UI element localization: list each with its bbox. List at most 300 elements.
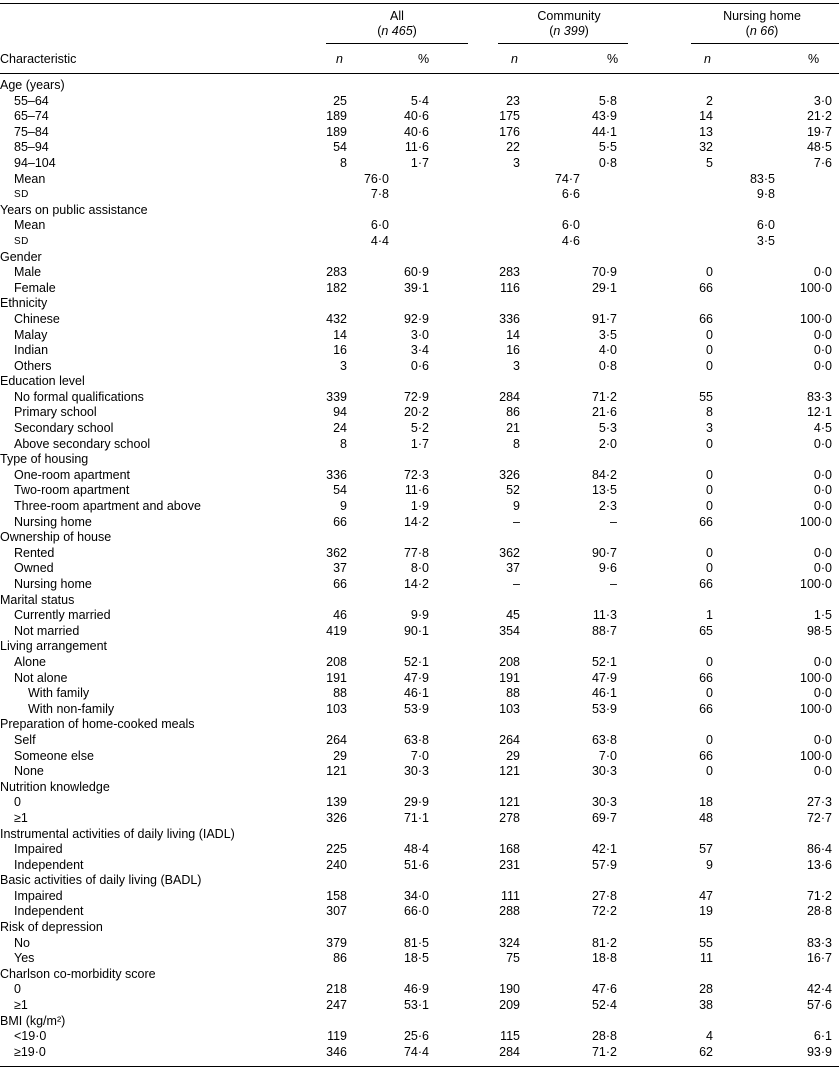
nursing-home-pct-cell: 48·5 [806, 140, 832, 155]
community-pct-cell: 5·8 [598, 93, 617, 108]
community-pct-cell: 81·2 [591, 935, 617, 950]
table-row [0, 483, 839, 499]
row-label: Malay [14, 327, 48, 342]
nursing-home-pct-cell: 0·0 [813, 343, 832, 358]
all-pct-cell: 46·1 [403, 686, 429, 701]
all-pct-cell: 71·1 [403, 810, 429, 825]
community-pct-cell: 47·6 [591, 982, 617, 997]
table-section-header [0, 967, 839, 983]
all-n-cell: 8 [340, 155, 347, 170]
table-row [0, 671, 839, 687]
community-pct-cell: 2·3 [598, 499, 617, 514]
nursing-home-n-cell: 47 [699, 888, 713, 903]
community-stat-cell: 74·7 [554, 171, 580, 186]
table-row [0, 811, 839, 827]
nursing-home-pct-cell: 0·0 [813, 436, 832, 451]
table-row [0, 218, 839, 234]
all-pct-cell: 20·2 [403, 405, 429, 420]
community-n-cell: – [513, 577, 520, 591]
community-n-cell: 326 [499, 467, 520, 482]
row-label: No [14, 935, 30, 950]
row-label: Nursing home [14, 577, 92, 591]
nursing-home-pct-cell: 6·1 [813, 1029, 832, 1044]
community-pct-cell: 27·8 [591, 888, 617, 903]
community-n-cell: 288 [499, 904, 520, 919]
all-pct-cell: 81·5 [403, 935, 429, 950]
all-n-cell: 8 [340, 436, 347, 451]
nursing-home-n-cell: 0 [706, 467, 713, 482]
community-n-cell: 22 [506, 140, 520, 155]
all-pct-cell: 0·6 [410, 358, 429, 373]
all-pct-cell: 29·9 [403, 795, 429, 810]
all-n-cell: 189 [326, 124, 347, 139]
row-label: 75–84 [14, 124, 49, 139]
table-body [0, 78, 839, 1060]
community-n-cell: 21 [506, 421, 520, 436]
table-row [0, 234, 839, 250]
nursing-home-pct-cell: 3·0 [813, 93, 832, 108]
nursing-home-n-cell: 11 [700, 951, 713, 966]
all-pct-cell: 46·9 [403, 982, 429, 997]
nursing-home-n-cell: 55 [699, 389, 713, 404]
nursing-home-n-cell: 0 [706, 545, 713, 560]
community-stat-cell: 6·0 [561, 218, 580, 233]
community-pct-cell: 63·8 [591, 732, 617, 747]
nursing-home-pct-cell: 100·0 [800, 280, 832, 295]
nursing-home-n-cell: 66 [699, 670, 713, 685]
all-n-cell: 24 [333, 421, 347, 436]
community-n-cell: 264 [499, 732, 520, 747]
community-pct-cell: 42·1 [591, 842, 617, 857]
table-row [0, 1045, 839, 1061]
community-pct-cell: 0·8 [598, 358, 617, 373]
community-pct-cell: 0·8 [598, 155, 617, 170]
table-row [0, 140, 839, 156]
nursing-home-n-cell: 18 [699, 795, 713, 810]
table-row [0, 764, 839, 780]
group-sample-size-value: n 399 [553, 24, 585, 38]
row-label: Years on public assistance [0, 202, 148, 217]
nursing-home-pct-cell: 16·7 [806, 951, 832, 966]
community-pct-cell: 5·5 [598, 140, 617, 155]
all-n-cell: 88 [333, 686, 347, 701]
nursing-home-n-cell: 28 [699, 982, 713, 997]
row-label: None [14, 764, 44, 779]
nursing-home-n-cell: 65 [699, 623, 713, 638]
nursing-home-pct-cell: 100·0 [800, 311, 832, 326]
all-n-cell: 218 [326, 982, 347, 997]
nursing-home-pct-cell: 0·0 [813, 483, 832, 498]
row-label: BMI (kg/m²) [0, 1013, 66, 1028]
community-pct-cell: 29·1 [591, 280, 617, 295]
row-label: ≥19·0 [14, 1044, 46, 1059]
row-label: Male [14, 265, 42, 280]
table-row [0, 359, 839, 375]
all-n-header: n [336, 52, 343, 66]
all-n-cell: 283 [326, 265, 347, 280]
community-n-cell: 209 [499, 998, 520, 1013]
nursing-home-pct-cell: 71·2 [806, 888, 832, 903]
community-n-cell: 8 [513, 436, 520, 451]
all-n-cell: 158 [326, 888, 347, 903]
table-row [0, 437, 839, 453]
nursing-home-n-cell: 66 [699, 311, 713, 326]
community-n-cell: 115 [500, 1029, 520, 1044]
row-label: Impaired [14, 842, 63, 857]
group-header-community [498, 9, 640, 39]
all-pct-header: % [418, 52, 430, 66]
all-stat-cell: 7·8 [370, 187, 389, 202]
row-label: Gender [0, 249, 42, 264]
table-row [0, 982, 839, 998]
nursing-home-n-cell: 5 [706, 155, 713, 170]
nursing-home-pct-cell: 0·0 [813, 561, 832, 576]
all-n-cell: 121 [326, 764, 347, 779]
row-label: Basic activities of daily living (BADL) [0, 873, 202, 888]
row-label: Someone else [14, 748, 94, 763]
row-label: Not married [14, 623, 80, 638]
community-n-cell: 190 [499, 982, 520, 997]
nursing-home-n-cell: 0 [706, 732, 713, 747]
table-row [0, 686, 839, 702]
all-pct-cell: 30·3 [403, 764, 429, 779]
nursing-home-n-cell: 0 [706, 561, 713, 576]
all-pct-cell: 1·7 [410, 436, 429, 451]
all-n-cell: 66 [333, 577, 347, 591]
nursing-home-pct-cell: 100·0 [800, 577, 832, 591]
nursing-home-n-cell: 4 [706, 1029, 713, 1044]
all-stat-cell: 76·0 [363, 171, 389, 186]
group-sample-size: (n 66) [745, 24, 779, 38]
all-n-cell: 339 [326, 389, 347, 404]
nursing-home-n-cell: 66 [699, 280, 713, 295]
table-section-header [0, 717, 839, 733]
all-pct-cell: 52·1 [403, 654, 429, 669]
table-row [0, 405, 839, 421]
table-row [0, 343, 839, 359]
all-pct-cell: 3·4 [410, 343, 429, 358]
all-pct-cell: 53·9 [403, 701, 429, 716]
nursing-home-stat-cell: 83·5 [749, 171, 775, 186]
community-n-cell: 88 [506, 686, 520, 701]
nursing-home-n-cell: 48 [699, 810, 713, 825]
nursing-home-pct-cell: 0·0 [813, 686, 832, 701]
all-stat-cell: 4·4 [370, 233, 389, 248]
row-label: Others [14, 358, 52, 373]
all-n-cell: 182 [326, 280, 347, 295]
nursing-home-pct-cell: 19·7 [806, 124, 832, 139]
all-n-cell: 208 [326, 654, 347, 669]
community-n-cell: 52 [506, 483, 520, 498]
all-n-cell: 94 [333, 405, 347, 420]
community-stat-cell: 6·6 [561, 187, 580, 202]
nursing-home-n-cell: 14 [699, 109, 713, 124]
row-label: Indian [14, 343, 49, 358]
row-label: Charlson co-morbidity score [0, 966, 156, 981]
table-row [0, 94, 839, 110]
all-pct-cell: 66·0 [403, 904, 429, 919]
all-n-cell: 66 [333, 514, 347, 529]
community-n-cell: 3 [513, 358, 520, 373]
community-n-cell: 86 [506, 405, 520, 420]
community-n-cell: 37 [506, 561, 520, 576]
nursing-home-stat-cell: 6·0 [756, 218, 775, 233]
community-pct-cell: 44·1 [591, 124, 617, 139]
table-section-header [0, 639, 839, 655]
group-title: All [390, 9, 404, 23]
nursing-home-stat-cell: 9·8 [756, 187, 775, 202]
table-row [0, 390, 839, 406]
row-label: Nutrition knowledge [0, 779, 110, 794]
nursing-home-n-cell: 3 [706, 421, 713, 436]
nursing-home-pct-cell: 57·6 [806, 998, 832, 1013]
row-label: Owned [14, 561, 54, 576]
all-pct-cell: 8·0 [410, 561, 429, 576]
all-pct-cell: 3·0 [410, 327, 429, 342]
group-title: Community [537, 9, 601, 23]
community-n-cell: 121 [499, 795, 520, 810]
row-label: SD [14, 235, 29, 247]
community-n-cell: 362 [499, 545, 520, 560]
community-pct-cell: 53·9 [591, 701, 617, 716]
table-row [0, 749, 839, 765]
community-pct-cell: 13·5 [591, 483, 617, 498]
all-n-cell: 379 [326, 935, 347, 950]
row-label: Living arrangement [0, 639, 108, 654]
header-bottom-rule [0, 73, 839, 74]
nursing-home-pct-cell: 100·0 [800, 748, 832, 763]
nursing-home-pct-cell: 1·5 [813, 608, 832, 623]
table-section-header [0, 374, 839, 390]
all-pct-cell: 9·9 [410, 608, 429, 623]
row-label: Three-room apartment and above [14, 499, 201, 514]
nursing-home-pct-cell: 100·0 [800, 701, 832, 716]
all-n-cell: 16 [333, 343, 347, 358]
nursing-home-n-cell: 2 [706, 93, 713, 108]
community-n-cell: – [513, 514, 520, 529]
table-row [0, 655, 839, 671]
community-n-cell: 3 [513, 155, 520, 170]
community-pct-cell: 71·2 [591, 1044, 617, 1059]
nursing-home-pct-cell: 86·4 [806, 842, 832, 857]
all-pct-cell: 90·1 [403, 623, 429, 638]
all-pct-cell: 39·1 [403, 280, 429, 295]
community-pct-header: % [607, 52, 619, 66]
all-n-cell: 86 [333, 951, 347, 966]
all-pct-cell: 1·7 [410, 155, 429, 170]
row-label: One-room apartment [14, 467, 131, 482]
table-section-header [0, 296, 839, 312]
all-pct-cell: 51·6 [403, 857, 429, 872]
row-label: Mean [14, 171, 46, 186]
group-sample-size: (n 399) [549, 24, 589, 38]
nursing-home-pct-cell: 72·7 [806, 810, 832, 825]
table-section-header [0, 920, 839, 936]
all-pct-cell: 77·8 [403, 545, 429, 560]
community-pct-cell: 21·6 [591, 405, 617, 420]
nursing-home-n-cell: 66 [699, 701, 713, 716]
community-pct-cell: 2·0 [598, 436, 617, 451]
community-n-cell: 9 [513, 499, 520, 514]
nursing-home-pct-cell: 100·0 [800, 514, 832, 529]
table-section-header [0, 873, 839, 889]
group-underline-nursing-home [691, 43, 839, 44]
community-pct-cell: 57·9 [591, 857, 617, 872]
table-row [0, 172, 839, 188]
all-pct-cell: 72·9 [403, 389, 429, 404]
table-section-header [0, 203, 839, 219]
row-label: ≥1 [14, 998, 28, 1013]
group-title: Nursing home [723, 9, 801, 23]
nursing-home-n-cell: 0 [706, 499, 713, 514]
community-n-cell: 284 [499, 389, 520, 404]
community-n-cell: 336 [499, 311, 520, 326]
row-label: Type of housing [0, 452, 89, 467]
table-row [0, 187, 839, 203]
all-pct-cell: 47·9 [403, 670, 429, 685]
table-row [0, 546, 839, 562]
community-pct-cell: 43·9 [591, 109, 617, 124]
all-pct-cell: 72·3 [403, 467, 429, 482]
all-n-cell: 247 [326, 998, 347, 1013]
community-pct-cell: 70·9 [591, 265, 617, 280]
all-n-cell: 419 [326, 623, 347, 638]
community-stat-cell: 4·6 [561, 233, 580, 248]
nursing-home-pct-cell: 0·0 [813, 732, 832, 747]
table-section-header [0, 250, 839, 266]
table-row [0, 608, 839, 624]
community-n-cell: 283 [499, 265, 520, 280]
all-pct-cell: 14·2 [403, 577, 429, 591]
nursing-home-n-cell: 13 [699, 124, 713, 139]
row-label: Yes [14, 951, 35, 966]
nursing-home-n-cell: 0 [706, 358, 713, 373]
all-pct-cell: 11·6 [404, 483, 429, 498]
nursing-home-n-cell: 0 [706, 483, 713, 498]
all-n-cell: 37 [333, 561, 347, 576]
row-label: Mean [14, 218, 46, 233]
table-section-header [0, 593, 839, 609]
group-sample-size-value: n 66 [749, 24, 775, 38]
row-label: <19·0 [14, 1029, 47, 1044]
community-pct-cell: 47·9 [591, 670, 617, 685]
row-label: Alone [14, 654, 46, 669]
nursing-home-pct-cell: 0·0 [813, 499, 832, 514]
group-header-nursing-home [691, 9, 833, 39]
all-n-cell: 29 [333, 748, 347, 763]
nursing-home-pct-cell: 0·0 [813, 265, 832, 280]
all-n-cell: 240 [326, 857, 347, 872]
community-pct-cell: 52·4 [591, 998, 617, 1013]
community-pct-cell: 72·2 [591, 904, 617, 919]
row-label: With non-family [28, 701, 115, 716]
table-bottom-rule [0, 1066, 839, 1067]
community-pct-cell: 46·1 [591, 686, 617, 701]
all-n-cell: 432 [326, 311, 347, 326]
community-pct-cell: 30·3 [591, 764, 617, 779]
row-label: Female [14, 280, 56, 295]
table-row [0, 951, 839, 967]
table-row [0, 156, 839, 172]
nursing-home-n-cell: 0 [706, 265, 713, 280]
all-n-cell: 9 [340, 499, 347, 514]
community-pct-cell: 91·7 [591, 311, 617, 326]
nursing-home-n-cell: 0 [706, 686, 713, 701]
group-underline-all [326, 43, 468, 44]
nursing-home-pct-cell: 12·1 [806, 405, 832, 420]
nursing-home-pct-cell: 4·5 [813, 421, 832, 436]
community-pct-cell: 52·1 [591, 654, 617, 669]
all-pct-cell: 48·4 [403, 842, 429, 857]
community-n-cell: 23 [506, 93, 520, 108]
nursing-home-n-cell: 66 [699, 748, 713, 763]
community-pct-cell: – [610, 514, 617, 529]
community-n-cell: 168 [499, 842, 520, 857]
community-pct-cell: 69·7 [591, 810, 617, 825]
nursing-home-n-cell: 0 [706, 436, 713, 451]
all-stat-cell: 6·0 [370, 218, 389, 233]
all-pct-cell: 1·9 [410, 499, 429, 514]
row-label: Ethnicity [0, 296, 48, 311]
all-n-cell: 189 [326, 109, 347, 124]
table-row [0, 421, 839, 437]
all-pct-cell: 74·4 [403, 1044, 429, 1059]
all-n-cell: 119 [327, 1029, 347, 1044]
table-row [0, 468, 839, 484]
all-pct-cell: 7·0 [410, 748, 429, 763]
table-section-header [0, 78, 839, 94]
row-label: Independent [14, 904, 84, 919]
nursing-home-n-cell: 0 [706, 654, 713, 669]
row-label: Ownership of house [0, 530, 112, 545]
table-section-header [0, 1014, 839, 1030]
all-pct-cell: 34·0 [403, 888, 429, 903]
community-n-cell: 45 [506, 608, 520, 623]
all-n-cell: 139 [326, 795, 347, 810]
all-pct-cell: 60·9 [403, 265, 429, 280]
community-pct-cell: 4·0 [598, 343, 617, 358]
community-pct-cell: 84·2 [591, 467, 617, 482]
nursing-home-n-cell: 9 [706, 857, 713, 872]
table-row [0, 515, 839, 531]
table-section-header [0, 780, 839, 796]
community-pct-cell: 7·0 [598, 748, 617, 763]
table-row [0, 328, 839, 344]
nursing-home-n-cell: 62 [699, 1044, 713, 1059]
all-n-cell: 362 [326, 545, 347, 560]
nursing-home-pct-cell: 100·0 [800, 670, 832, 685]
group-underline-community [498, 43, 628, 44]
nursing-home-pct-cell: 83·3 [806, 389, 832, 404]
community-pct-cell: 18·8 [591, 951, 617, 966]
table-section-header [0, 530, 839, 546]
all-pct-cell: 5·4 [410, 93, 429, 108]
nursing-home-n-cell: 38 [699, 998, 713, 1013]
nursing-home-pct-cell: 42·4 [806, 982, 832, 997]
nursing-home-pct-cell: 83·3 [806, 935, 832, 950]
all-n-cell: 225 [326, 842, 347, 857]
row-label: Primary school [14, 405, 97, 420]
row-label: Secondary school [14, 421, 114, 436]
community-pct-cell: 71·2 [591, 389, 617, 404]
table-row [0, 842, 839, 858]
row-label: ≥1 [14, 810, 28, 825]
nursing-home-n-cell: 32 [699, 140, 713, 155]
nursing-home-n-cell: 8 [706, 405, 713, 420]
all-pct-cell: 18·5 [403, 951, 429, 966]
community-n-cell: 29 [506, 748, 520, 763]
nursing-home-pct-cell: 0·0 [813, 358, 832, 373]
